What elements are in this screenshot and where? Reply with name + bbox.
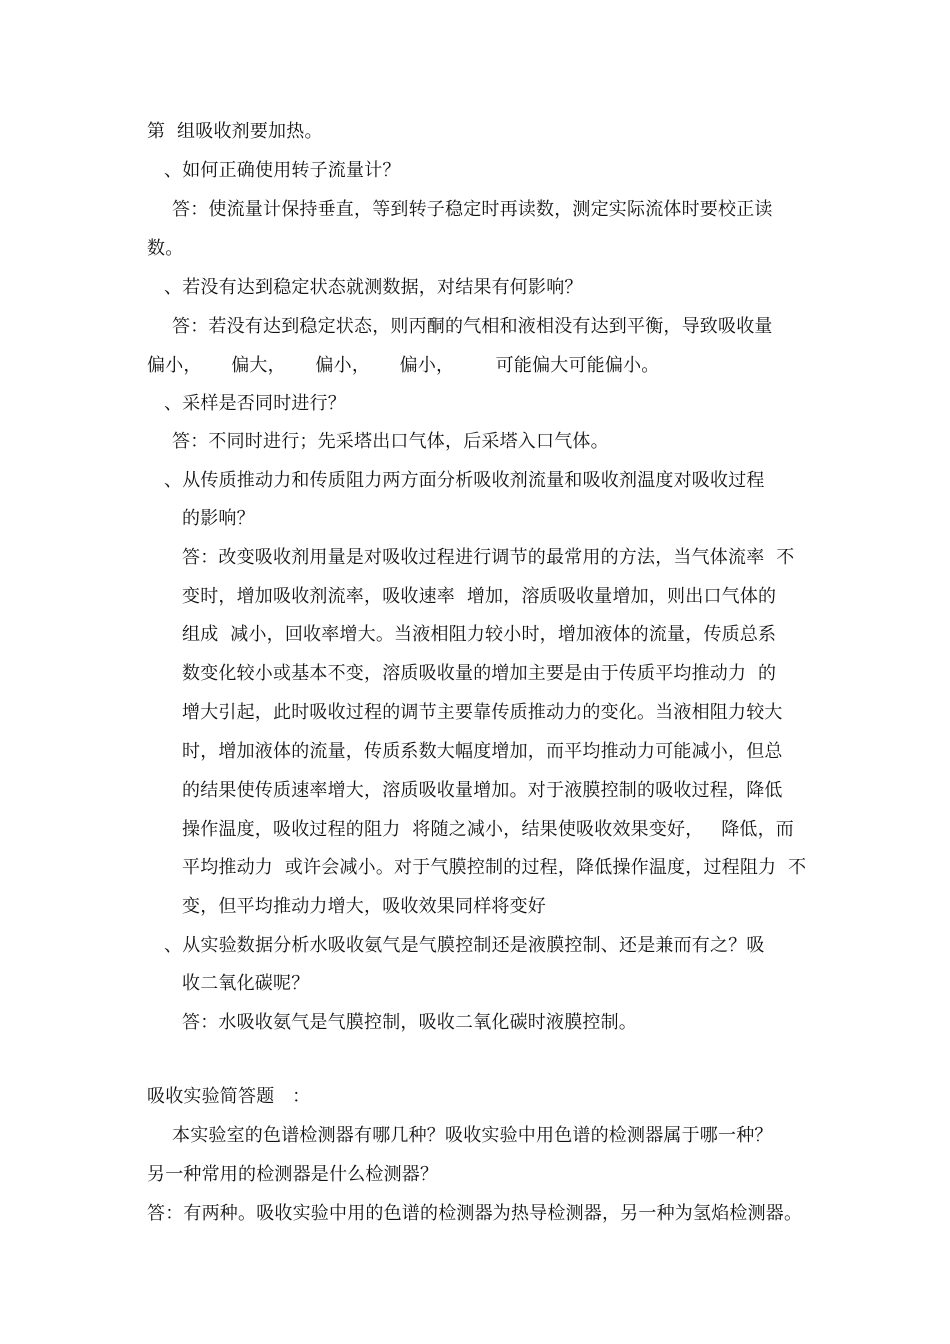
question-rotameter: 、如何正确使用转子流量计？ [164, 160, 401, 181]
answer-driving-force-9: 平均推动力 或许会减小。对于气膜控制的过程，降低操作温度，过程阻力 不 [182, 857, 807, 878]
answer-driving-force-8: 操作温度，吸收过程的阻力 将随之减小，结果使吸收效果变好， 降低，而 [182, 819, 795, 840]
answer-driving-force-3: 组成 减小，回收率增大。当液相阻力较小时，增加液体的流量，传质总系 [182, 624, 777, 645]
answer-driving-force-6: 时，增加液体的流量，传质系数大幅度增加，而平均推动力可能减小，但总 [182, 741, 783, 762]
answer-driving-force-2: 变时，增加吸收剂流率，吸收速率 增加，溶质吸收量增加，则出口气体的 [182, 586, 777, 607]
answer-rotameter: 答：使流量计保持垂直，等到转子稳定时再读数，测定实际流体时要校正读 [172, 199, 773, 220]
question-driving-force-cont: 的影响？ [182, 508, 255, 529]
question-control-type-cont: 收二氧化碳呢？ [182, 973, 310, 994]
answer-driving-force-5: 增大引起，此时吸收过程的调节主要靠传质推动力的变化。当液相阻力较大 [182, 702, 783, 723]
answer-driving-force-10: 变，但平均推动力增大，吸收效果同样将变好 [182, 896, 546, 917]
answer-unsteady-state-cont: 偏小， 偏大， 偏小， 偏小， 可能偏大可能偏小。 [147, 355, 660, 376]
question-detector: 本实验室的色谱检测器有哪几种？吸收实验中用色谱的检测器属于哪一种？ [172, 1125, 773, 1146]
question-control-type: 、从实验数据分析水吸收氨气是气膜控制还是液膜控制、还是兼而有之？吸 [164, 935, 765, 956]
answer-sampling: 答：不同时进行；先采塔出口气体，后采塔入口气体。 [172, 431, 609, 452]
question-sampling: 、采样是否同时进行？ [164, 393, 346, 414]
section-heading: 吸收实验简答题 ： [147, 1086, 311, 1107]
answer-rotameter-cont: 数。 [147, 238, 184, 259]
answer-driving-force-1: 答：改变吸收剂用量是对吸收过程进行调节的最常用的方法，当气体流率 不 [182, 547, 795, 568]
question-unsteady-state: 、若没有达到稳定状态就测数据，对结果有何影响？ [164, 277, 583, 298]
text-line-heating-note: 第 组吸收剂要加热。 [147, 121, 323, 142]
answer-detector: 答：有两种。吸收实验中用的色谱的检测器为热导检测器，另一种为氢焰检测器。 [147, 1203, 803, 1224]
answer-driving-force-4: 数变化较小或基本不变，溶质吸收量的增加主要是由于传质平均推动力 的 [182, 663, 777, 684]
answer-driving-force-7: 的结果使传质速率增大，溶质吸收量增加。对于液膜控制的吸收过程，降低 [182, 780, 783, 801]
question-driving-force: 、从传质推动力和传质阻力两方面分析吸收剂流量和吸收剂温度对吸收过程 [164, 470, 765, 491]
answer-unsteady-state: 答：若没有达到稳定状态，则丙酮的气相和液相没有达到平衡，导致吸收量 [172, 316, 773, 337]
answer-control-type: 答：水吸收氨气是气膜控制，吸收二氧化碳时液膜控制。 [182, 1012, 637, 1033]
question-detector-cont: 另一种常用的检测器是什么检测器？ [147, 1164, 439, 1185]
